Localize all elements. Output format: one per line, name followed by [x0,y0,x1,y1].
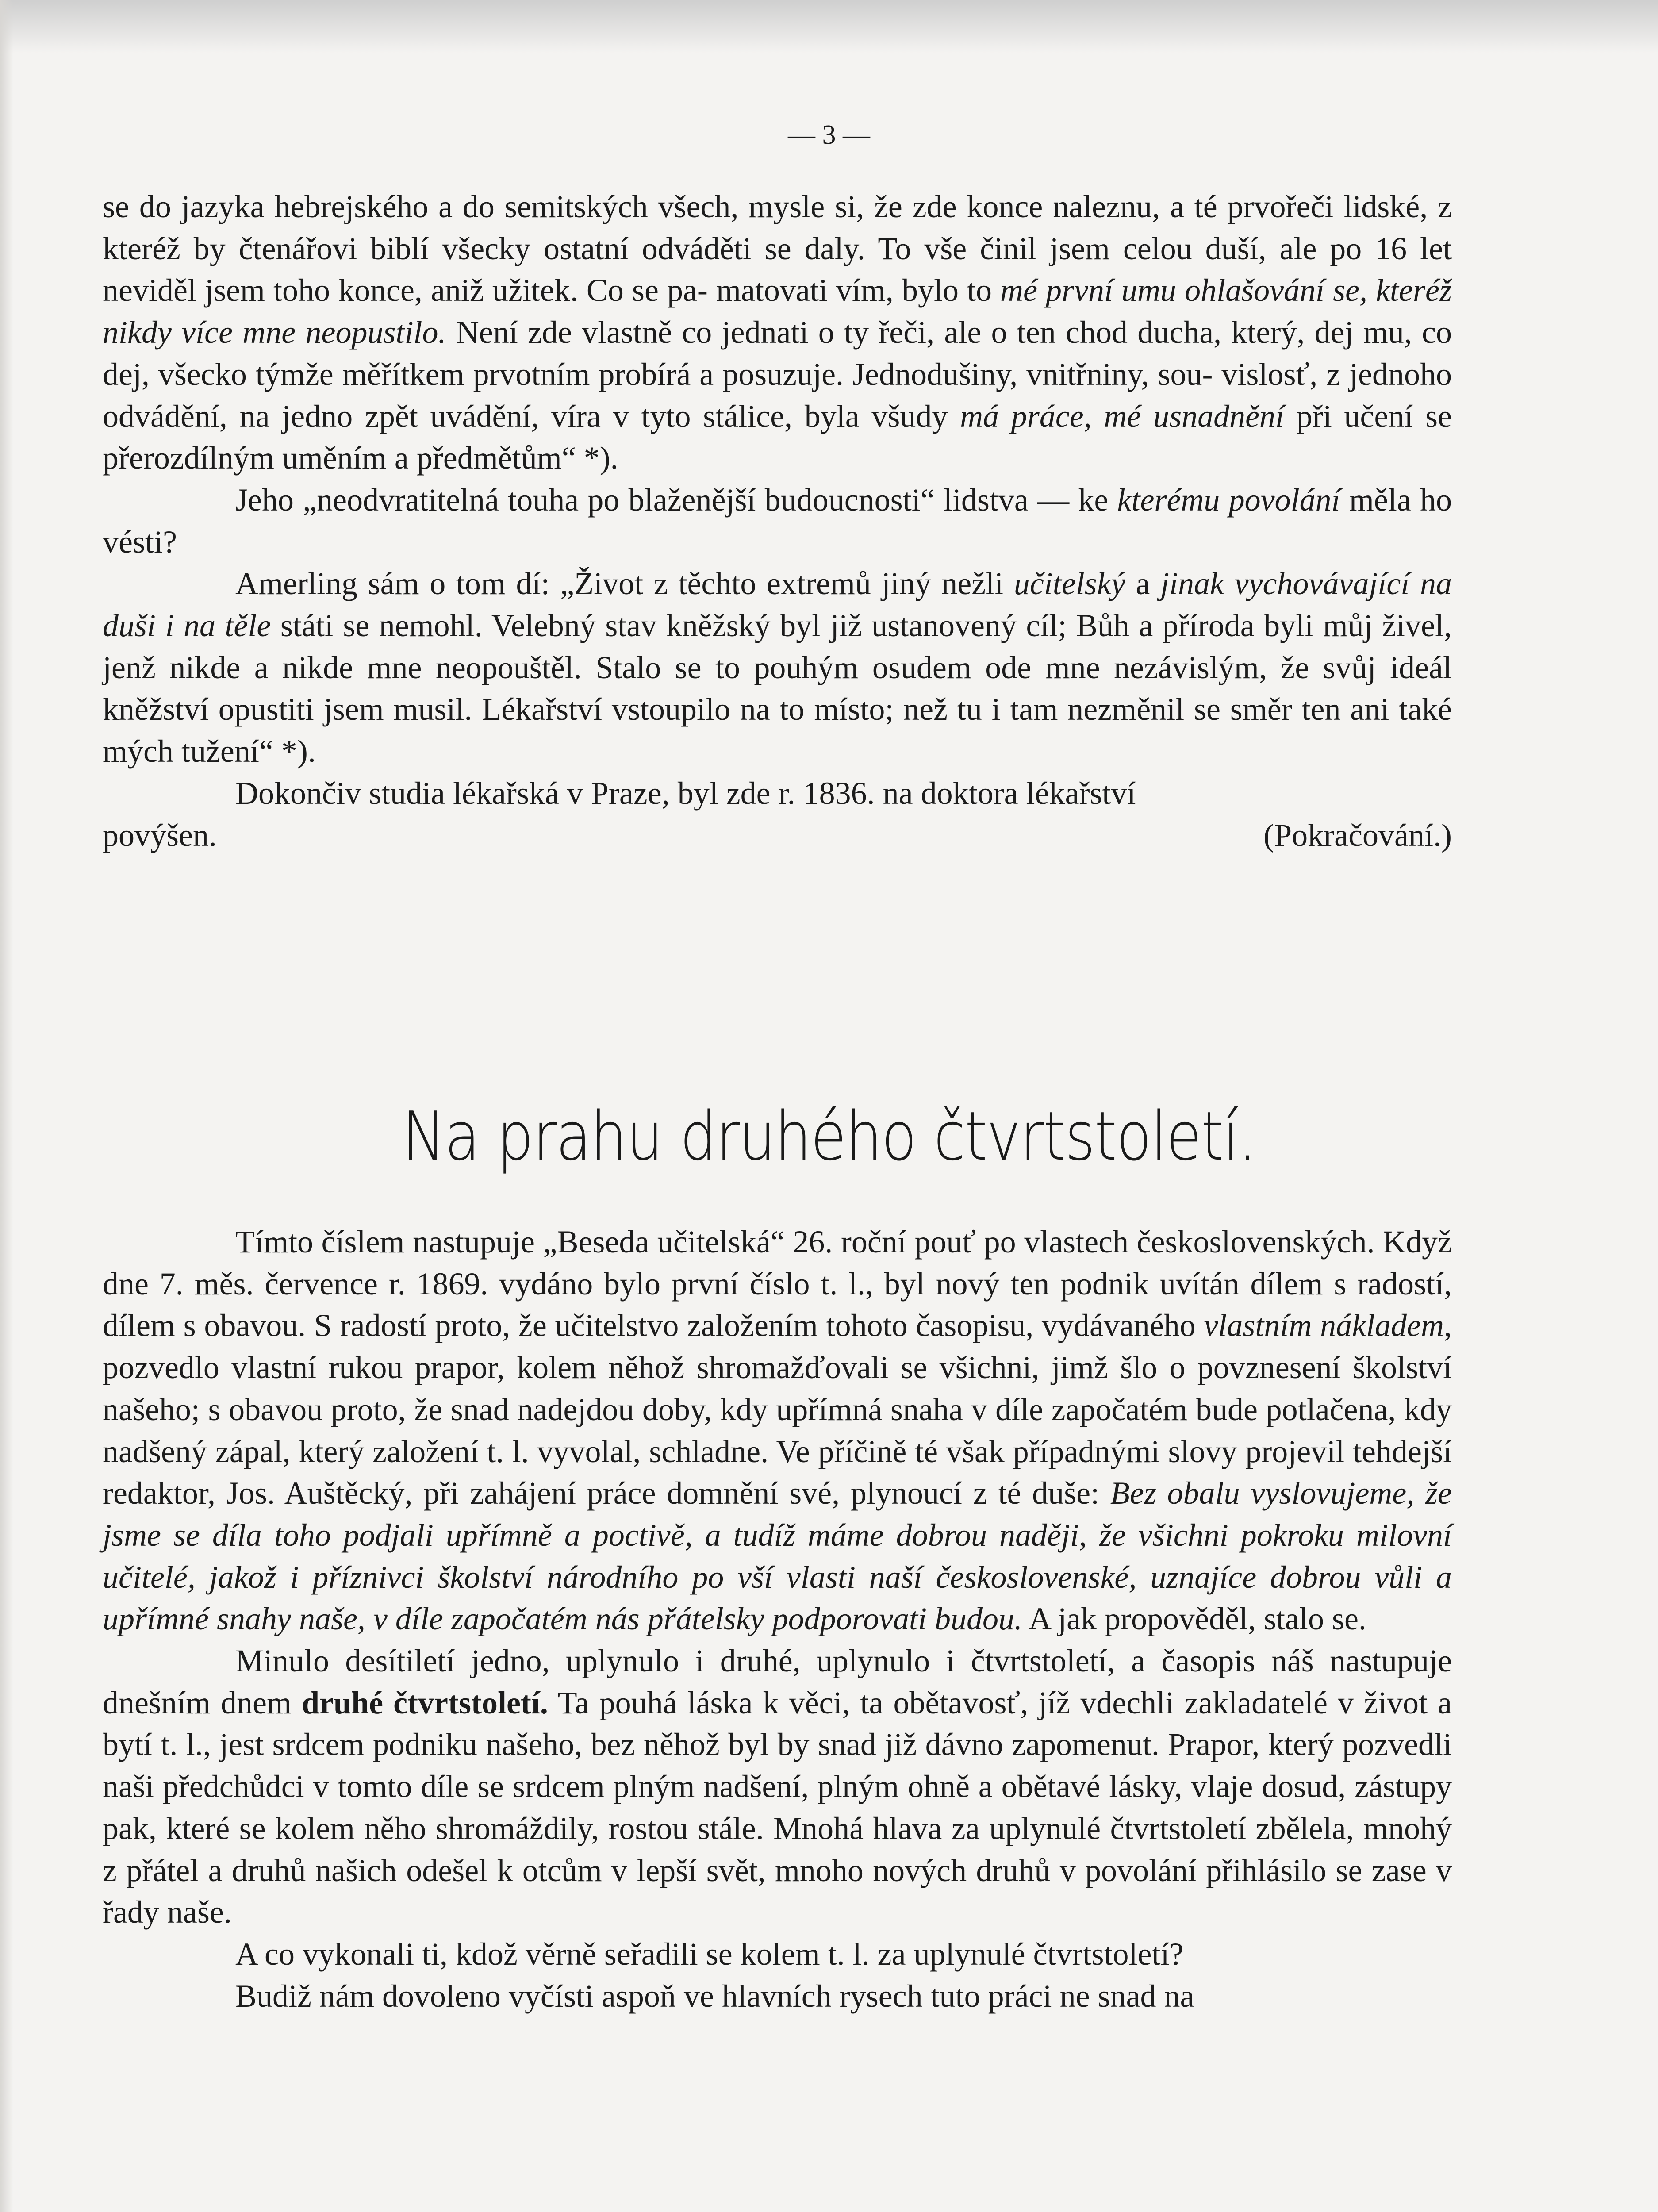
article-body [103,1221,1452,2017]
paragraph: Budiž nám dovoleno vyčísti aspoň ve hlavních rysech tuto práci ne snad na [235,1978,1194,2014]
paragraph: Amerling sám o tom dí: „Život z těchto extremů jiný nežli učitelský a jinak vychovávající na duši i na těle státi se nemohl. Velebný stav kněžský byl již ustanovený cíl; Bůh a příroda byli můj živel, jenž nikde a nikde mne neopouštěl. Stalo se to pouhým osudem ode mne nezávislým, že svůj ideál kněžství opustiti jsem musil. Lékařství vstoupilo na to místo; než tu i tam nezměnil se směr ten ani také mých tužení“ *). [103,566,1452,769]
article-continuation [103,186,1452,856]
paragraph-end-row [103,814,1452,856]
article-title: Na prahu druhého čtvrtstoletí. [402,1097,1256,1175]
paragraph-last-line: povýšen. [103,817,217,853]
paragraph: Dokončiv studia lékařská v Praze, byl zde r. 1836. na doktora lékařství [235,775,1136,811]
paragraph: Jeho „neodvratitelná touha po blaženější budoucnosti“ lidstva — ke kterému povolání měla ho vésti? [103,482,1452,560]
paragraph: Minulo desítiletí jedno, uplynulo i druhé, uplynulo i čtvrtstoletí, a časopis náš nastupuje dnešním dnem druhé čtvrtstoletí. Ta pouhá láska k věci, ta obětavosť, jíž vdechli zakladatelé v život a bytí t. l., jest srdcem podniku našeho, bez něhož byl by snad již dávno zapomenut. Prapor, který pozvedli naši předchůdci v tomto díle se srdcem plným nadšení, plným ohně a obětavé lásky, vlaje dosud, zástupy pak, které se kolem něho shromáždily, rostou stále. Mnohá hlava za uplynulé čtvrtstoletí zbělela, mnohý z přátel a druhů našich odešel k otcům v lepší svět, mnoho nových druhů v povolání přihlásilo se zase v řady naše. [103,1643,1452,1930]
paragraph: A co vykonali ti, kdož věrně seřadili se kolem t. l. za uplynulé čtvrtstoletí? [235,1936,1184,1972]
paragraph: se do jazyka hebrejského a do semitských všech, mysle si, že zde konce naleznu, a té prvořeči lidské, z kteréž by čtenářovi biblí všecky ostatní odváděti se daly. To vše činil jsem celou duší, ale po 16 let neviděl jsem toho konce, aniž užitek. Co se pa- matovati vím, bylo to mé první umu ohlašování se, kteréž nikdy více mne neopustilo. Není zde vlastně co jednati o ty řeči, ale o ten chod ducha, který, dej mu, co dej, všecko týmže měřítkem prvotním probírá a posuzuje. Jednodušiny, vnitřniny, sou- vislosť, z jednoho odvádění, na jedno zpět uvádění, víra v tyto stálice, byla všudy má práce, mé usnadnění při učení se přerozdílným uměním a předmětům“ *). [103,189,1452,476]
paragraph: Tímto číslem nastupuje „Beseda učitelská“ 26. roční pouť po vlastech československých. Když dne 7. měs. července r. 1869. vydáno bylo první číslo t. l., byl nový ten podnik uvítán dílem s radostí, dílem s obavou. S radostí proto, že učitelstvo založením tohoto časopisu, vydávaného vlastním nákladem, pozvedlo vlastní rukou prapor, kolem něhož shromažďovali se všichni, jimž šlo o povznesení školství našeho; s obavou proto, že snad nadejdou doby, kdy upřímná snaha v díle započatém bude potlačena, kdy nadšený zápal, který založení t. l. vyvolal, schladne. Ve příčině té však případnými slovy projevil tehdejší redaktor, Jos. Auštěcký, při zahájení práce domnění své, plynoucí z té duše: Bez obalu vyslovujeme, že jsme se díla toho podjali upřímně a poctivě, a tudíž máme dobrou naději, že všichni pokroku milovní učitelé, jakož i příznivci školství národního po vší vlasti naší československé, uznajíce dobrou vůli a upřímné snahy naše, v díle započatém nás přátelsky podporovati budou. A jak propověděl, stalo se. [103,1224,1452,1637]
page-left-edge [0,0,13,2212]
page-edge-shadow [0,0,1658,53]
continued-note: (Pokračování.) [1263,817,1452,853]
page-number: — 3 — [788,120,870,150]
